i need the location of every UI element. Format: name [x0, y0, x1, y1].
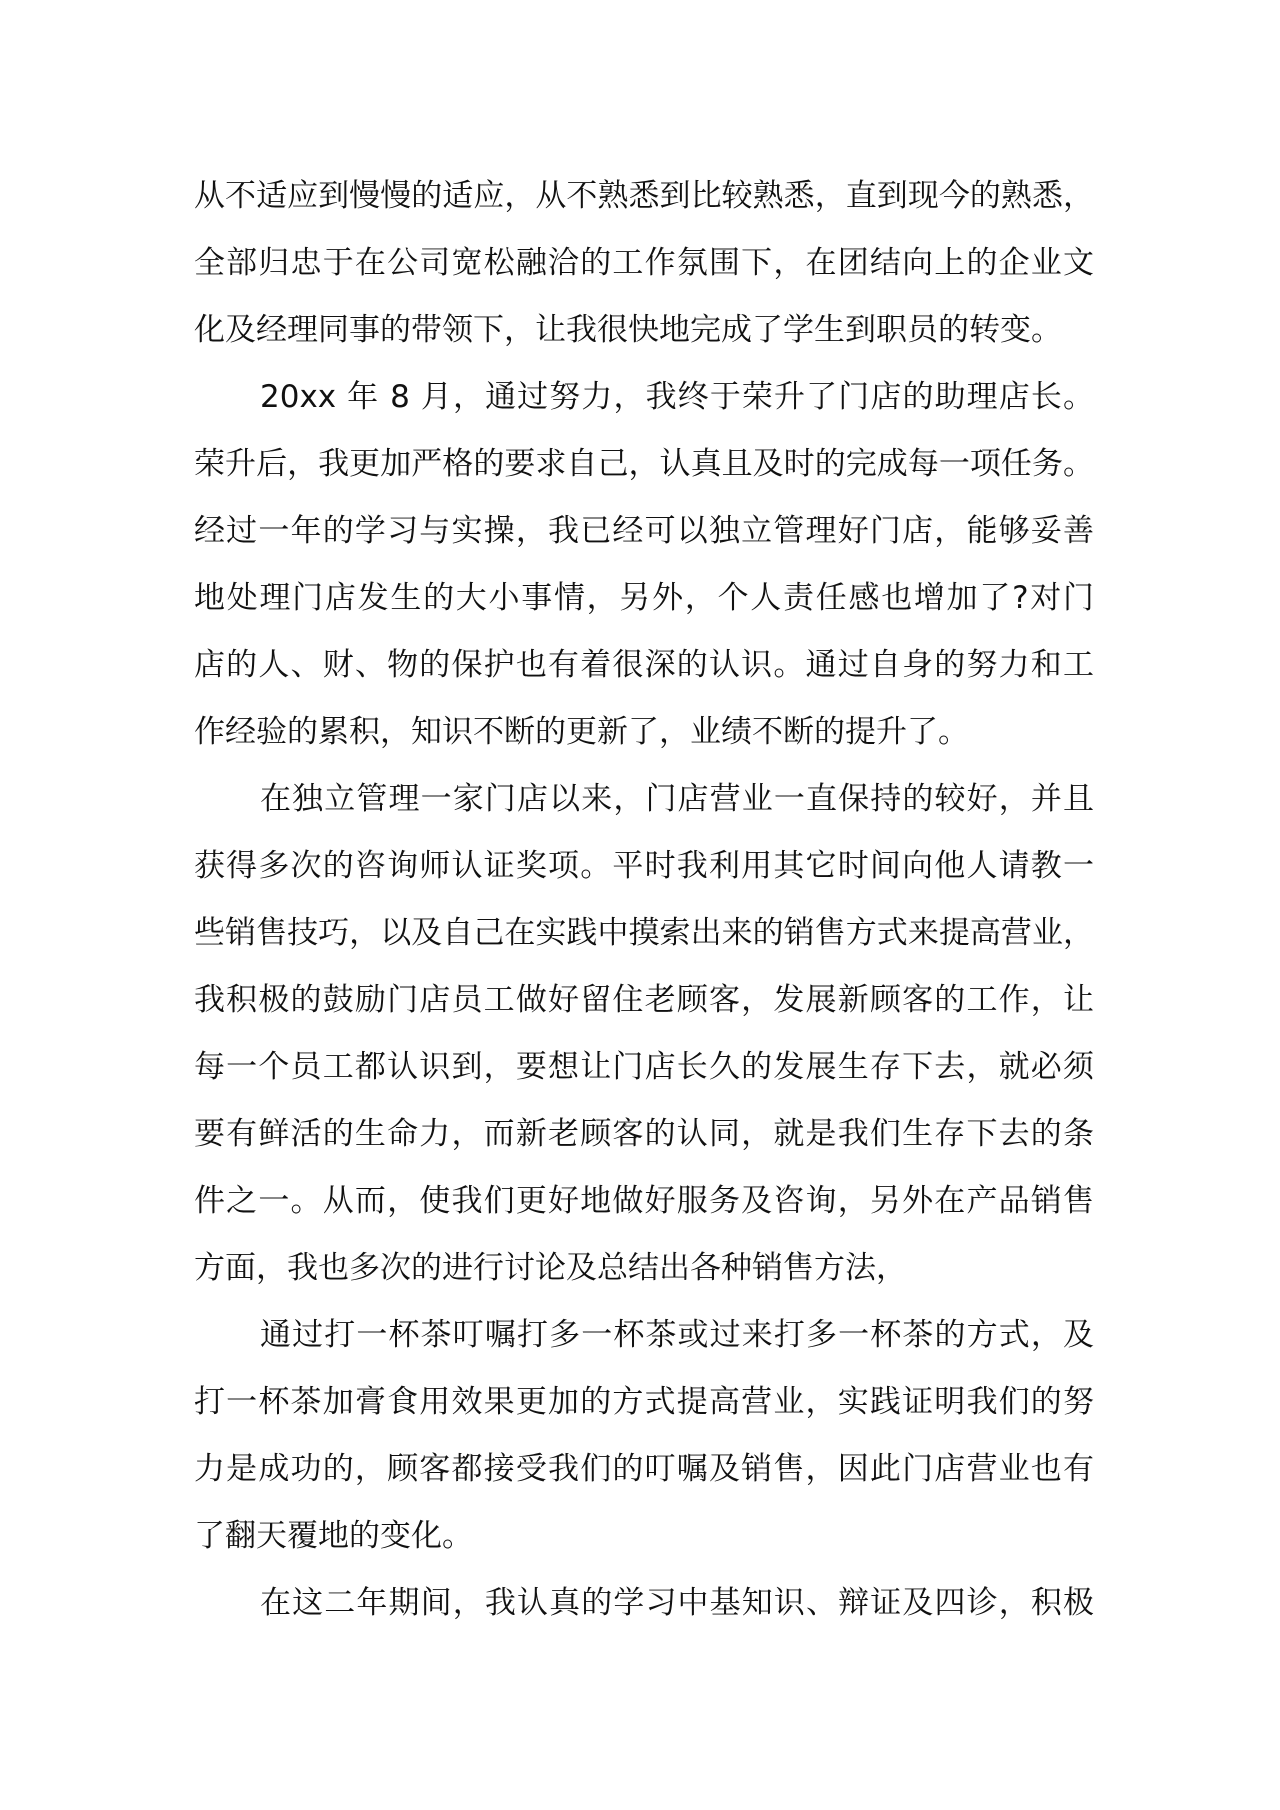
text-line: 作经验的累积，知识不断的更新了，业绩不断的提升了。 — [194, 714, 969, 750]
text-line: 我积极的鼓励门店员工做好留住老顾客，发展新顾客的工作，让 — [194, 982, 1094, 1018]
text-line: 从不适应到慢慢的适应，从不熟悉到比较熟悉，直到现今的熟悉， — [194, 178, 1094, 214]
document-body — [194, 163, 1094, 1637]
text-line: 件之一。从而，使我们更好地做好服务及咨询，另外在产品销售 — [194, 1183, 1094, 1219]
paragraph-first-line: 在这二年期间，我认真的学习中基知识、辩证及四诊，积极 — [260, 1585, 1094, 1621]
text-line: 力是成功的，顾客都接受我们的叮嘱及销售，因此门店营业也有 — [194, 1451, 1094, 1487]
text-line: 化及经理同事的带领下，让我很快地完成了学生到职员的转变。 — [194, 312, 1062, 348]
text-line: 些销售技巧，以及自己在实践中摸索出来的销售方式来提高营业， — [194, 915, 1094, 951]
text-line: 店的人、财、物的保护也有着很深的认识。通过自身的努力和工 — [194, 647, 1094, 683]
text-line: 方面，我也多次的进行讨论及总结出各种销售方法， — [194, 1250, 907, 1286]
text-line: 经过一年的学习与实操，我已经可以独立管理好门店，能够妥善 — [194, 513, 1094, 549]
text-line: 荣升后，我更加严格的要求自己，认真且及时的完成每一项任务。 — [194, 446, 1094, 482]
text-line: 了翻天覆地的变化。 — [194, 1518, 473, 1554]
text-line: 地处理门店发生的大小事情，另外，个人责任感也增加了?对门 — [194, 580, 1094, 616]
paragraph-first-line: 20xx 年 8 月，通过努力，我终于荣升了门店的助理店长。 — [260, 379, 1094, 415]
paragraph-first-line: 通过打一杯茶叮嘱打多一杯茶或过来打多一杯茶的方式，及 — [260, 1317, 1094, 1353]
text-line: 每一个员工都认识到，要想让门店长久的发展生存下去，就必须 — [194, 1049, 1094, 1085]
text-line: 打一杯茶加膏食用效果更加的方式提高营业，实践证明我们的努 — [194, 1384, 1094, 1420]
paragraph-first-line: 在独立管理一家门店以来，门店营业一直保持的较好，并且 — [260, 781, 1094, 817]
text-line: 要有鲜活的生命力，而新老顾客的认同，就是我们生存下去的条 — [194, 1116, 1094, 1152]
text-line: 全部归忠于在公司宽松融洽的工作氛围下，在团结向上的企业文 — [194, 245, 1094, 281]
text-line: 获得多次的咨询师认证奖项。平时我利用其它时间向他人请教一 — [194, 848, 1094, 884]
